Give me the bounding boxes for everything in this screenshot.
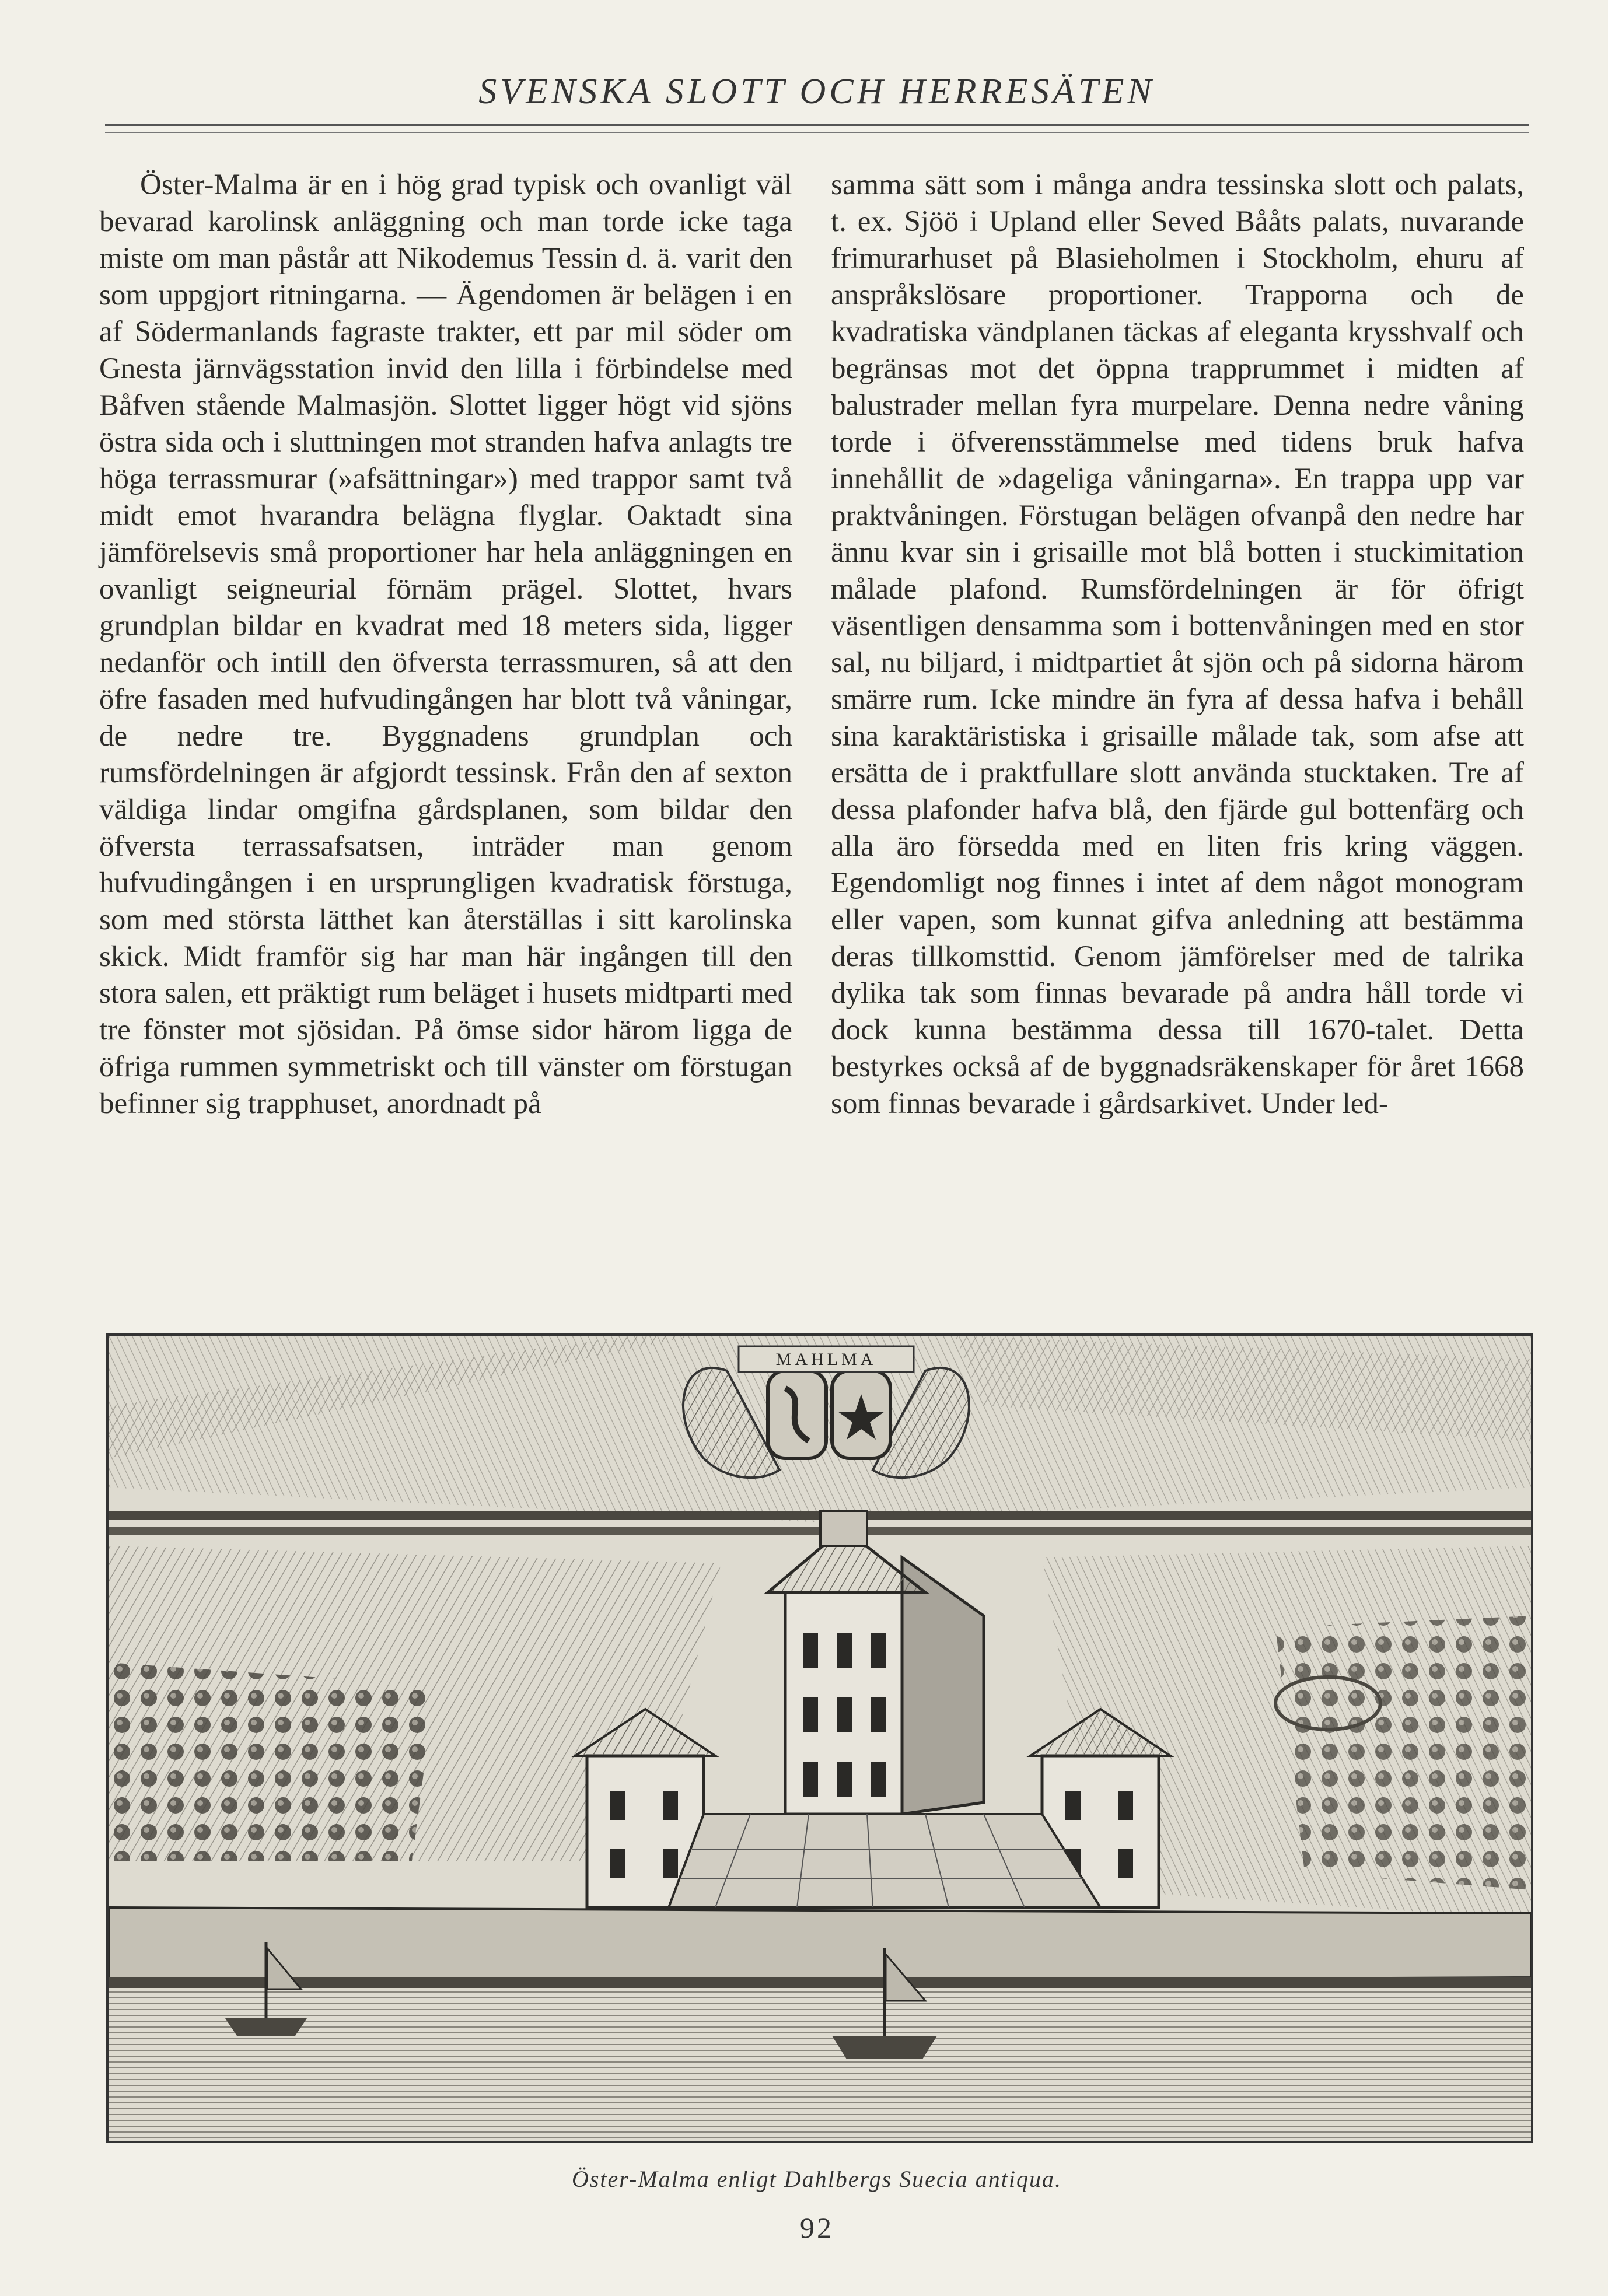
header-rule-thin — [105, 132, 1529, 133]
body-paragraph-right: samma sätt som i många andra tessinska slott och palats, t. ex. Sjöö i Upland eller Seved Bååts palats, nuvarande frimurarhuset på Blasieholmen i Stockholm, ehuru af anspråkslösare proportioner. Trapporna och de kvadratiska vändplanen täckas af eleganta krysshvalf och begränsas mot det öppna trapprummet i midten af balustrader mellan fyra murpelare. Denna nedre våning torde i öfverensstämmelse med tidens bruk hafva innehållit de »dageliga våningarna». En trappa upp var praktvåningen. Förstugan belägen ofvanpå den nedre har ännu kvar sin i grisaille mot blå botten i stuckimitation målade plafond. Rumsfördelningen är för öfrigt väsentligen densamma som i bottenvåningen med en stor sal, nu biljard, i midtpartiet åt sjön och på sidorna härom smärre rum. Icke mindre än fyra af dessa hafva i behåll sina karaktäristiska i grisaille målade tak, som afse att ersätta de i praktfullare slott använda stucktaken. Tre af dessa plafonder hafva blå, den fjärde gul bottenfärg och alla äro försedda med en liten fris kring väggen. Egendomligt nog finnes i intet af dem något monogram eller vapen, som kunnat gifva anledning att bestämma deras tillkomsttid. Genom jämförelser med de talrika dylika tak som finnas bevarade på andra håll torde vi dock kunna bestämma dessa till 1670-talet. Detta bestyrkes också af de byggnadsräkenskaper för året 1668 som finnas bevarade i gårdsarkivet. Under led- — [831, 169, 1524, 1120]
lower-terrace — [109, 1908, 1531, 1983]
text-column-right — [831, 167, 1524, 1122]
engraving-illustration — [109, 1336, 1531, 2141]
engraving-figure — [106, 1334, 1533, 2143]
figure-caption: Öster-Malma enligt Dahlbergs Suecia antiqua. — [571, 2166, 1062, 2192]
body-paragraph-left: Öster-Malma är en i hög grad typisk och ovanligt väl bevarad karolinsk anläggning och man torde icke taga miste om man påstår att Nikodemus Tessin d. ä. varit den som uppgjort ritningarna. — Ägendomen är belägen i en af Södermanlands fagraste trakter, ett par mil söder om Gnesta järnvägsstation invid den lilla i förbindelse med Båfven stående Malmasjön. Slottet ligger högt vid sjöns östra sida och i sluttningen mot stranden hafva anlagts tre höga terrassmurar (»afsättningar») med trappor samt två midt emot hvarandra belägna flyglar. Oaktadt sina jämförelsevis små proportioner har hela anläggningen en ovanligt seigneurial förnäm prägel. Slottet, hvars grundplan bildar en kvadrat med 18 meters sida, ligger nedanför och intill den öfversta terrassmuren, så att den öfre fasaden med hufvudingången har blott två våningar, de nedre tre. Byggnadens grundplan och rumsfördelningen är afgjordt tessinsk. Från den af sexton väldiga lindar omgifna gårdsplanen, som bildar den öfversta terrassafsatsen, inträder man genom hufvudingången i en ursprungligen kvadratisk förstuga, som med största lätthet kan återställas i sitt karolinska skick. Midt framför sig har man här ingången till den stora salen, ett präktigt rum beläget i husets midtparti med tre fönster mot sjösidan. På ömse sidor härom ligga de öfriga rummen symmetriskt och till vänster om förstugan befinner sig trapphuset, anordnadt på — [99, 169, 792, 1120]
lake — [109, 1988, 1531, 2141]
header-rule-thick — [105, 124, 1529, 126]
engraving-banner: MAHLMA — [775, 1350, 877, 1369]
running-title: SVENSKA SLOTT OCH HERRESÄTEN — [478, 72, 1155, 111]
text-column-left — [99, 167, 792, 1122]
page-number: 92 — [800, 2211, 834, 2244]
